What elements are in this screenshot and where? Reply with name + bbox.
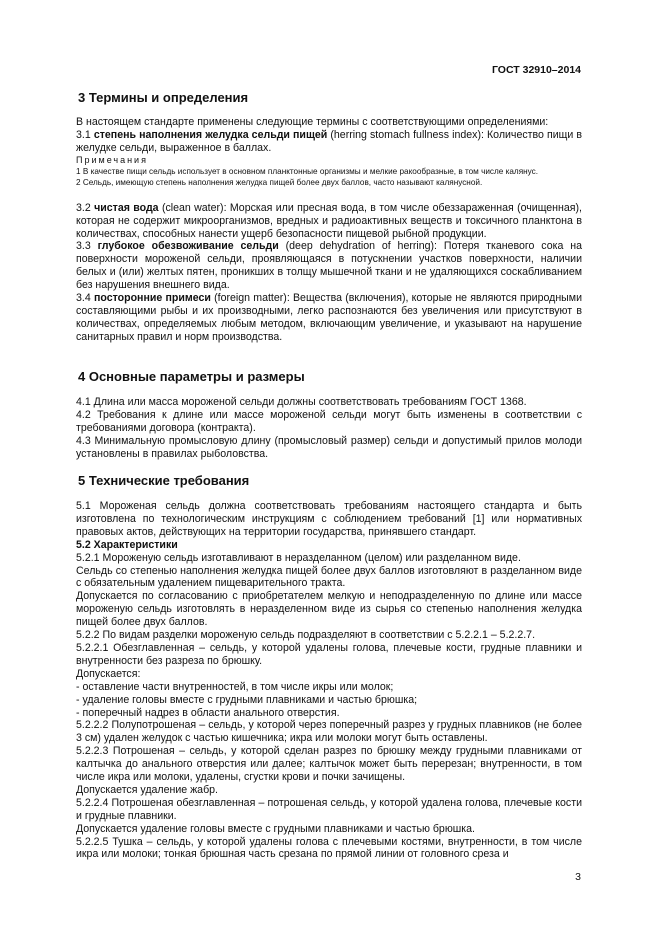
paragraph-5-2-1-b: Сельдь со степенью наполнения желудка пищей более двух баллов изготовляют в разделанном виде с обязательным удалением пищеварительного тракта. [76, 564, 582, 590]
document-code: ГОСТ 32910–2014 [491, 64, 581, 76]
paragraph-5-2-2-3-allowed: Допускается удаление жабр. [76, 783, 218, 796]
paragraph-5-2-1-c: Допускается по согласованию с приобретателем мелкую и неподразделенную по длине или массе мороженую сельдь изготовлять в неразделенном виде из сырья со степенью наполнения желудка пищей более двух баллов. [76, 590, 582, 629]
term-3-4-name: посторонние примеси [93, 292, 211, 305]
term-3-3: 3.3 глубокое обезвоживание сельди (deep dehydration of herring): Потеря тканевого сока на поверхности мороженой сельди, проявляющаяся в потускнении участков поверхности, наличии белых и (или) желтых пятен, проникших в толщу мышечной ткани и не удаляющихся соскабливанием без нарушения внешнего вида. [76, 240, 582, 292]
paragraph-4-2: 4.2 Требования к длине или массе мороженой сельди могут быть изменены в соответствии с требованиями договора (контракта). [76, 408, 582, 434]
list-item: - оставление части внутренностей, в том числе икры или молок; [76, 680, 394, 693]
notes-block [76, 155, 582, 188]
paragraph-5-2-2-4-allowed: Допускается удаление головы вместе с грудными плавниками и частью брюшка. [76, 822, 475, 835]
term-3-1-definition: (herring stomach fullness index): Количество пищи в желудке сельди, выраженное в баллах. [76, 128, 582, 154]
page-number: 3 [575, 871, 581, 883]
term-3-3-definition: (deep dehydration of herring): Потеря тканевого сока на поверхности мороженой сельди, проявляющаяся в потускнении участков поверхности, наличии белых и (или) желтых пятен, проникших в толщу мышечной ткани и не удаляющихся соскабливанием без нарушения внешнего вида. [76, 240, 582, 292]
section-4-heading: 4 Основные параметры и размеры [78, 369, 305, 384]
note-1: 1 В качестве пищи сельдь использует в основном планктонные организмы и мелкие ракообразные, в том числе калянус. [76, 166, 539, 176]
paragraph-5-2-1: 5.2.1 Мороженую сельдь изготавливают в неразделанном (целом) или разделанном виде. [76, 551, 521, 564]
paragraph-5-2-2-4: 5.2.2.4 Потрошеная обезглавленная – потрошеная сельдь, у которой удалена голова, плечевые кости и грудные плавники. [76, 796, 582, 822]
list-item: - удаление головы вместе с грудными плавниками и частью брюшка; [76, 693, 418, 706]
section-5-heading: 5 Технические требования [78, 473, 250, 488]
section-3-body [76, 116, 582, 344]
paragraph-5-1: 5.1 Мороженая сельдь должна соответствовать требованиям настоящего стандарта и быть изготовлена по технологическим инструкциям с соблюдением требований [1] или нормативных правовых актов, действующих на территории государства, принявшего стандарт. [76, 500, 582, 538]
term-3-2-definition: (clean water): Морская или пресная вода, в том числе обеззараженная (очищенная), которая не содержит микроорганизмов, вредных и радиоактивных веществ и токсичного планктона в количествах, способных нанести ущерб безопасности пищевой рыбной продукции. [76, 201, 582, 240]
section-4-body [76, 396, 582, 461]
list-item: - поперечный надрез в области анального отверстия. [76, 706, 340, 719]
paragraph-4-3: 4.3 Минимальную промысловую длину (промысловый размер) сельди и допустимый прилов молоди установлены в правилах рыболовства. [76, 434, 582, 460]
note-2: 2 Сельдь, имеющую степень наполнения желудка пищей более двух баллов, часто называют калянусной. [76, 177, 483, 187]
notes-heading: Примечания [76, 154, 148, 165]
term-3-4: 3.4 посторонние примеси (foreign matter): Вещества (включения), которые не являются природными составляющими рыбы и их производными, легко распознаются без увеличения или присутствуют в количествах, определяемых любым методом, включающим увеличение, и указывают на нарушение санитарных правил и норм производства. [76, 292, 582, 343]
paragraph-5-2-2-3: 5.2.2.3 Потрошеная – сельдь, у которой сделан разрез по брюшку между грудными плавниками от калтычка до анального отверстия или далее; калтычок может быть перерезан; внутренности, в том числе икра или молоки, удалены, сгустки крови и почки зачищены. [76, 745, 582, 784]
term-3-4-definition: (foreign matter): Вещества (включения), которые не являются природными составляющими рыбы и их производными, легко распознаются без увеличения или присутствуют в количествах, определяемых любым методом, включающим увеличение, и указывают на нарушение санитарных правил и норм производства. [76, 292, 582, 343]
paragraph-5-2-2-5: 5.2.2.5 Тушка – сельдь, у которой удалены голова с плечевыми костями, внутренности, в том числе икра или молоки; тонкая брюшная часть срезана по прямой линии от головного среза и [76, 835, 582, 861]
paragraph-5-2-2-1-allowed: Допускается: [76, 667, 141, 680]
paragraph-5-2-2-2: 5.2.2.2 Полупотрошеная – сельдь, у которой через поперечный разрез у грудных плавников (не более 3 см) удален желудок с частью кишечника; икра или молоки могут быть оставлены. [76, 719, 582, 745]
paragraph-4-1: 4.1 Длина или масса мороженой сельди должны соответствовать требованиям ГОСТ 1368. [76, 396, 527, 408]
section-5-body [76, 500, 582, 861]
term-3-3-name: глубокое обезвоживание сельди [97, 240, 279, 253]
section-3-heading: 3 Термины и определения [78, 90, 249, 105]
paragraph-5-2-2-1: 5.2.2.1 Обезглавленная – сельдь, у которой удалены голова, плечевые кости, грудные плавники и внутренности без разреза по брюшку. [76, 641, 582, 667]
paragraph-5-2-2: 5.2.2 По видам разделки мороженую сельдь подразделяют в соответствии с 5.2.2.1 – 5.2.2.7. [76, 629, 536, 642]
term-3-2: 3.2 чистая вода (clean water): Морская или пресная вода, в том числе обеззараженная (очищенная), которая не содержит микроорганизмов, вредных и радиоактивных веществ и токсичного планктона в количествах, способных нанести ущерб безопасности пищевой рыбной продукции. [76, 201, 582, 240]
term-3-1: 3.1 степень наполнения желудка сельди пищей (herring stomach fullness index): Количество пищи в желудке сельди, выраженное в баллах. [76, 128, 582, 154]
section-3-intro: В настоящем стандарте применены следующие термины с соответствующими определениями: [76, 116, 549, 128]
term-3-2-name: чистая вода [94, 201, 159, 214]
term-3-1-name: степень наполнения желудка сельди пищей [93, 128, 328, 141]
paragraph-5-2-heading: 5.2 Характеристики [76, 538, 178, 551]
